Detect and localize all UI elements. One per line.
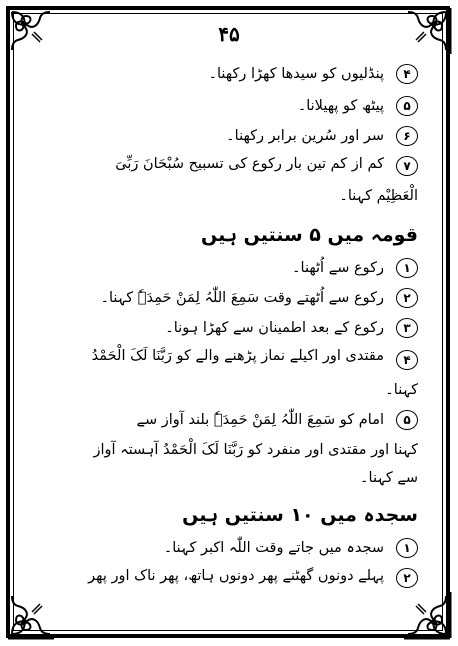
section-heading: قومہ میں ۵ سنتیں ہیں xyxy=(201,224,418,246)
item-number: ۲ xyxy=(396,288,418,308)
list-item: رکوع کے بعد اطمینان سے کھڑا ہونا۔ xyxy=(165,320,384,336)
list-item-continuation: سے کہنا۔ xyxy=(360,470,418,486)
item-number: ۵ xyxy=(396,96,418,116)
item-number: ۱ xyxy=(396,538,418,558)
item-number: ۷ xyxy=(396,156,418,176)
list-item: پہلے دونوں گھٹنے پھر دونوں ہاتھ، پھر ناک اور پھر xyxy=(88,568,384,584)
section-heading: سجدہ میں ۱۰ سنتیں ہیں xyxy=(182,504,418,526)
item-number: ۱ xyxy=(396,258,418,278)
list-item: امام کو سَمِعَ اللّٰہُ لِمَنْ حَمِدَہٗ بلند آواز سے xyxy=(136,412,384,428)
corner-ornament-icon xyxy=(4,588,58,642)
list-item: رکوع سے اُٹھنا۔ xyxy=(292,260,384,276)
item-number: ۴ xyxy=(396,64,418,84)
list-item: سجدہ میں جاتے وقت اللّٰہ اکبر کہنا۔ xyxy=(163,540,384,556)
list-item-continuation: کہنا۔ xyxy=(385,382,418,398)
list-item: رکوع سے اُٹھتے وقت سَمِعَ اللّٰہُ لِمَنْ حَمِدَہٗ کہنا۔ xyxy=(100,290,384,306)
list-item: کم از کم تین بار رکوع کی تسبیح سُبْحَانَ رَبِّیَ xyxy=(115,156,384,172)
item-number: ۲ xyxy=(396,568,418,588)
list-item-continuation: کہنا اور مقتدی اور منفرد کو رَبَّنَا لَکَ الْحَمْدُ آہستہ آواز xyxy=(93,442,418,458)
list-item: پیٹھ کو پھیلانا۔ xyxy=(297,98,384,114)
item-number: ۳ xyxy=(396,318,418,338)
item-number: ۶ xyxy=(396,126,418,146)
item-number: ۵ xyxy=(396,410,418,430)
page-number: ۴۵ xyxy=(218,22,240,46)
list-item: سر اور سُرین برابر رکھنا۔ xyxy=(226,128,384,144)
list-item: مقتدی اور اکیلے نماز پڑھنے والے کو رَبَّنَا لَکَ الْحَمْدُ xyxy=(91,348,384,364)
list-item: پنڈلیوں کو سیدھا کھڑا رکھنا۔ xyxy=(208,66,384,82)
item-number: ۴ xyxy=(396,350,418,370)
corner-ornament-icon xyxy=(400,588,454,642)
list-item-continuation: الْعَظِیْم کہنا۔ xyxy=(339,188,418,204)
